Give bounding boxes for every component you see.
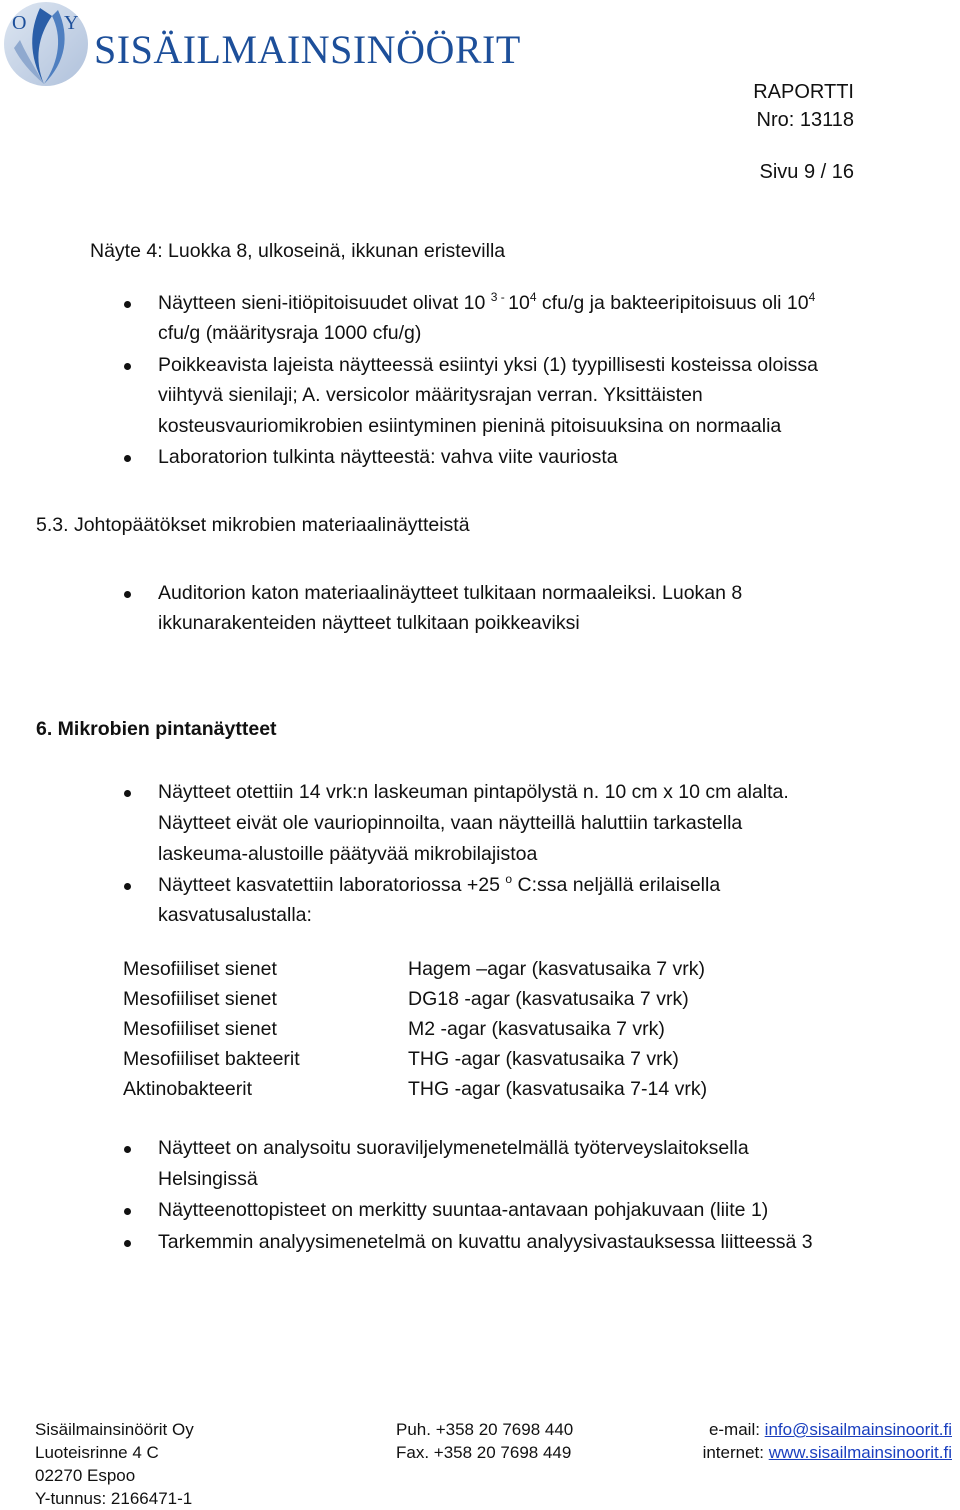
section-6-bullet-2-line-2: kasvatusalustalla: (158, 904, 312, 926)
media-agar-5: THG -agar (kasvatusaika 7-14 vrk) (408, 1078, 708, 1100)
footer-email-line (709, 1418, 952, 1441)
sample-4-bullet-2-line-1: Poikkeavista lajeista näytteessä esiintyi yksi (1) tyypillisesti kosteissa oloissa (158, 354, 819, 376)
section-6-bullet-1-line-1: Näytteet otettiin 14 vrk:n laskeuman pintapölystä n. 10 cm x 10 cm alalta. (158, 781, 789, 803)
section-6-bullet-3-line-2: Helsingissä (158, 1168, 258, 1190)
media-agar-4: THG -agar (kasvatusaika 7 vrk) (408, 1048, 679, 1070)
section-6-bullet-1-line-2: Näytteet eivät ole vauriopinnoilta, vaan näytteillä haluttiin tarkastella (158, 812, 743, 834)
section-6-bullet-4: Näytteenottopisteet on merkitty suuntaa-antavaan pohjakuvaan (liite 1) (158, 1199, 769, 1221)
footer-street: Luoteisrinne 4 C (35, 1443, 159, 1462)
section-6-heading: 6. Mikrobien pintanäytteet (36, 718, 277, 740)
media-agar-3: M2 -agar (kasvatusaika 7 vrk) (408, 1018, 665, 1040)
footer-business-id: Y-tunnus: 2166471-1 (35, 1489, 193, 1508)
media-agar-2: DG18 -agar (kasvatusaika 7 vrk) (408, 988, 689, 1010)
sample-4-bullet-2-line-3: kosteusvauriomikrobien esiintyminen pieninä pitoisuuksina on normaalia (158, 415, 782, 437)
sample-4-bullet-2-line-2: viihtyvä sienilaji; A. versicolor määritysrajan verran. Yksittäisten (158, 384, 703, 406)
logo-letter-o: O (12, 12, 27, 34)
media-organism-3: Mesofiiliset sienet (123, 1018, 277, 1040)
bullet-icon (124, 1208, 131, 1215)
media-organism-5: Aktinobakteerit (123, 1078, 252, 1100)
bullet-icon (124, 301, 131, 308)
sample-4-title: Näyte 4: Luokka 8, ulkoseinä, ikkunan eristevilla (90, 240, 506, 262)
media-organism-4: Mesofiiliset bakteerit (123, 1048, 300, 1070)
media-organism-2: Mesofiiliset sienet (123, 988, 277, 1010)
footer-email-link[interactable]: info@sisailmainsinoorit.fi (764, 1420, 952, 1439)
footer-email-label: e-mail: (708, 1420, 765, 1439)
page-number: Sivu 9 / 16 (759, 161, 854, 183)
footer-phone: Puh. +358 20 7698 440 (396, 1420, 574, 1439)
sample-4-bullet-1-line-1: Näytteen sieni-itiöpitoisuudet olivat 10 $^{3 -}$ $10^4$ cfu/g ja bakteeripitoisuus oli $10^4$ (158, 290, 816, 314)
media-agar-1: Hagem –agar (kasvatusaika 7 vrk) (408, 958, 705, 980)
company-logo-text: SISÄILMAINSINÖÖRIT (94, 27, 521, 72)
section-6-bullet-5: Tarkemmin analyysimenetelmä on kuvattu analyysivastauksessa liitteessä 3 (158, 1231, 813, 1253)
section-6-bullet-2-line-1: Näytteet kasvatettiin laboratoriossa +25 $^o$ C:ssa neljällä erilaisella (158, 872, 721, 896)
footer-web-label: internet: (702, 1443, 769, 1462)
section-6-bullet-3-line-1: Näytteet on analysoitu suoraviljelymenetelmällä työterveyslaitoksella (158, 1137, 749, 1159)
company-logo (0, 0, 92, 90)
footer-company: Sisäilmainsinöörit Oy (35, 1420, 194, 1439)
section-5-3-bullet-line-1: Auditorion katon materiaalinäytteet tulkitaan normaaleiksi. Luokan 8 (158, 582, 743, 604)
section-6-bullet-1-line-3: laskeuma-alustoille päätyvää mikrobilajistoa (158, 843, 538, 865)
report-number: Nro: 13118 (756, 109, 854, 131)
footer-web-line (703, 1441, 952, 1464)
media-organism-1: Mesofiiliset sienet (123, 958, 277, 980)
bullet-icon (124, 883, 131, 890)
logo-letter-y: Y (64, 12, 79, 34)
bullet-icon (124, 1146, 131, 1153)
footer-web-link[interactable]: www.sisailmainsinoorit.fi (768, 1443, 952, 1462)
sample-4-bullet-1-line-2: cfu/g (määritysraja 1000 cfu/g) (158, 322, 422, 344)
report-label: RAPORTTI (753, 81, 854, 103)
bullet-icon (124, 1240, 131, 1247)
footer-fax: Fax. +358 20 7698 449 (396, 1443, 572, 1462)
bullet-icon (124, 790, 131, 797)
bullet-icon (124, 455, 131, 462)
bullet-icon (124, 363, 131, 370)
sample-4-bullet-3: Laboratorion tulkinta näytteestä: vahva viite vauriosta (158, 446, 618, 468)
footer-postal: 02270 Espoo (35, 1466, 136, 1485)
section-5-3-bullet-line-2: ikkunarakenteiden näytteet tulkitaan poikkeaviksi (158, 612, 580, 634)
bullet-icon (124, 591, 131, 598)
section-5-3-heading: 5.3. Johtopäätökset mikrobien materiaalinäytteistä (36, 514, 470, 536)
